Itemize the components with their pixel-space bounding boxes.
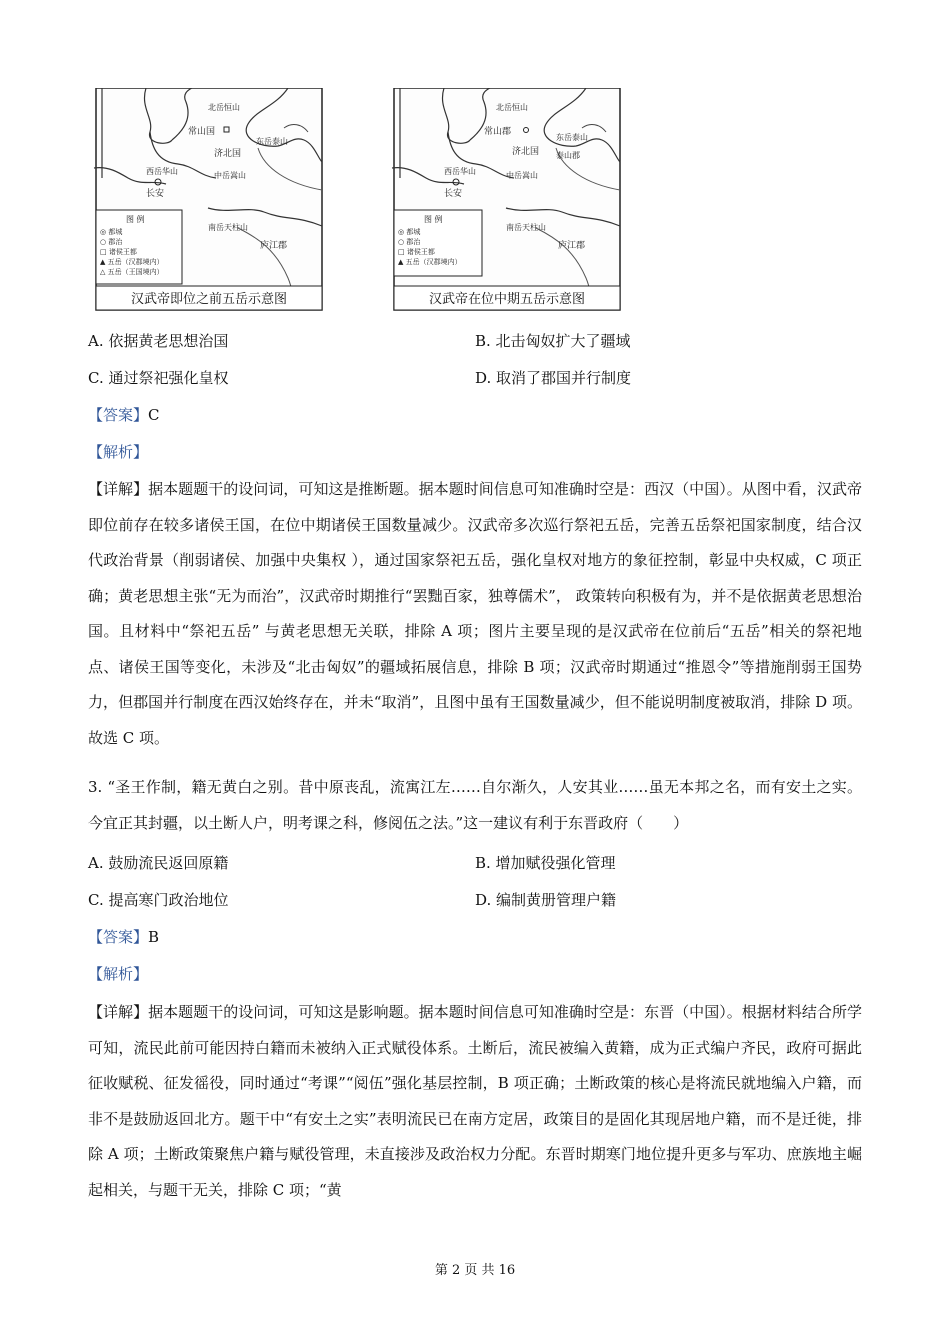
map-1-label-changshan: 常山国 — [188, 127, 216, 137]
map-2-legend-title: 图 例 — [424, 215, 443, 224]
q2-answer-line — [88, 405, 160, 425]
q2-detail-label: 【详解】 — [88, 480, 149, 498]
map-mid-reign — [388, 88, 624, 313]
q3-analysis-line — [88, 964, 148, 984]
q2-option-c: C. 通过祭祀强化皇权 — [88, 369, 229, 387]
page-footer: 第 2 页 共 16 — [434, 1263, 516, 1278]
map-1-label-south: 南岳天柱山 — [208, 223, 248, 232]
q2-answer-label: 【答案】 — [88, 406, 149, 424]
map-1-label-capital: 长安 — [146, 189, 165, 199]
map-1-legend-item: □ 诸侯王都 — [100, 248, 137, 256]
q3-detail-text: 据本题题干的设问词，可知这是影响题。据本题时间信息可知准确时空是：东晋（中国）。根据材料结合所学可知，流民此前可能因持白籍而未被纳入正式赋役体系。土断后，流民被编入黄籍，成为正式编户齐民，政府可据此征收赋税、征发徭役，同时通过“考课”“阅伍”强化基层控制，B 项正确；土断政策的核心是将流民就地编入户籍，而非不是鼓励返回北方。题干中“有安土之实”表明流民已在南方定居，政策目的是固化其现居地户籍，而不是迁徙，排除 A 项；土断政策聚焦户籍与赋役管理，未直接涉及政治权力分配。东晋时期寒门地位提升更多与军功、庶族地主崛起相关，与题干无关，排除 C 项；“黄 — [88, 1003, 862, 1199]
q2-analysis-line — [88, 442, 148, 462]
map-2-label-taishan-jun: 泰山郡 — [556, 151, 580, 160]
q2-option-b: B. 北击匈奴扩大了疆域 — [475, 332, 631, 350]
map-1-legend-item: ▲ 五岳（汉郡境内） — [100, 258, 164, 266]
map-2-label-south: 南岳天柱山 — [506, 223, 546, 232]
map-2-label-jibei: 济北国 — [512, 147, 540, 157]
q3-answer-value: B — [148, 928, 160, 946]
map-2-label-west: 西岳华山 — [444, 167, 476, 176]
map-1-label-center: 中岳嵩山 — [214, 171, 246, 180]
q3-option-a: A. 鼓励流民返回原籍 — [88, 854, 229, 872]
map-1-legend-title: 图 例 — [126, 215, 145, 224]
map-2-legend-item: ○ 郡治 — [398, 238, 421, 246]
map-2-label-changshan: 常山郡 — [484, 127, 512, 137]
q2-detail — [88, 472, 862, 756]
map-figures — [88, 88, 648, 313]
map-2-legend-item: ▲ 五岳（汉郡境内） — [398, 258, 462, 266]
q3-option-b: B. 增加赋役强化管理 — [475, 854, 616, 872]
q3-stem — [88, 770, 862, 841]
q3-analysis-label: 【解析】 — [88, 965, 149, 983]
q3-stem-text: 3. “圣王作制，籍无黄白之别。昔中原丧乱，流寓江左……自尔渐久，人安其业……虽无本邦之名，而有安土之实。今宜正其封疆，以土断人户，明考课之科，修阅伍之法。”这一建议有利于东晋政府（ ） — [88, 778, 862, 832]
map-2-label-lujiang: 庐江郡 — [558, 241, 586, 251]
map-1-legend-item: ◎ 都城 — [100, 228, 123, 236]
map-2-label-east: 东岳泰山 — [556, 133, 588, 142]
map-1-label-west: 西岳华山 — [146, 167, 178, 176]
map-2-label-center: 中岳嵩山 — [506, 171, 538, 180]
q2-analysis-label: 【解析】 — [88, 443, 149, 461]
map-1-legend-item: ○ 郡治 — [100, 238, 123, 246]
q3-answer-label: 【答案】 — [88, 928, 149, 946]
q3-detail — [88, 995, 862, 1208]
map-1-image — [88, 88, 324, 313]
map-1-label-north: 北岳恒山 — [208, 103, 240, 112]
map-1-title: 汉武帝即位之前五岳示意图 — [130, 292, 288, 307]
q2-option-a: A. 依据黄老思想治国 — [88, 332, 229, 350]
q2-answer-value: C — [148, 406, 160, 424]
map-1-legend-item: △ 五岳（王国境内） — [100, 268, 164, 276]
q3-option-c: C. 提高寒门政治地位 — [88, 891, 229, 909]
map-2-image — [388, 88, 624, 313]
map-1-label-east: 东岳泰山 — [256, 137, 288, 146]
map-before-accession — [88, 88, 324, 313]
map-1-label-lujiang: 庐江郡 — [260, 241, 288, 251]
map-2-legend-item: ◎ 都城 — [398, 228, 421, 236]
q2-detail-text: 据本题题干的设问词，可知这是推断题。据本题时间信息可知准确时空是：西汉（中国）。从图中看，汉武帝即位前存在较多诸侯王国，在位中期诸侯王国数量减少。汉武帝多次巡行祭祀五岳，完善五岳祭祀国家制度，结合汉代政治背景（削弱诸侯、加强中央集权 ），通过国家祭祀五岳，强化皇权对地方的象征控制，彰显中央权威，C 项正确；黄老思想主张“无为而治”，汉武帝时期推行“罢黜百家，独尊儒术”， 政策转向积极有为，并不是依据黄老思想治国。且材料中“祭祀五岳” 与黄老思想无关联，排除 A 项；图片主要呈现的是汉武帝在位前后“五岳”相关的祭祀地点、诸侯王国等变化，未涉及“北击匈奴”的疆域拓展信息，排除 B 项；汉武帝时期通过“推恩令”等措施削弱王国势力，但郡国并行制度在西汉始终存在，并未“取消”，且图中虽有王国数量减少，但不能说明制度被取消，排除 D 项。故选 C 项。 — [88, 480, 862, 747]
map-2-legend-item: □ 诸侯王都 — [398, 248, 435, 256]
q3-detail-label: 【详解】 — [88, 1003, 149, 1021]
q3-option-d: D. 编制黄册管理户籍 — [475, 891, 617, 909]
q2-option-d: D. 取消了郡国并行制度 — [475, 369, 632, 387]
map-2-title: 汉武帝在位中期五岳示意图 — [428, 292, 586, 307]
map-1-label-jibei: 济北国 — [214, 149, 242, 159]
map-2-label-north: 北岳恒山 — [496, 103, 528, 112]
map-2-label-capital: 长安 — [444, 189, 463, 199]
q3-answer-line — [88, 927, 159, 947]
